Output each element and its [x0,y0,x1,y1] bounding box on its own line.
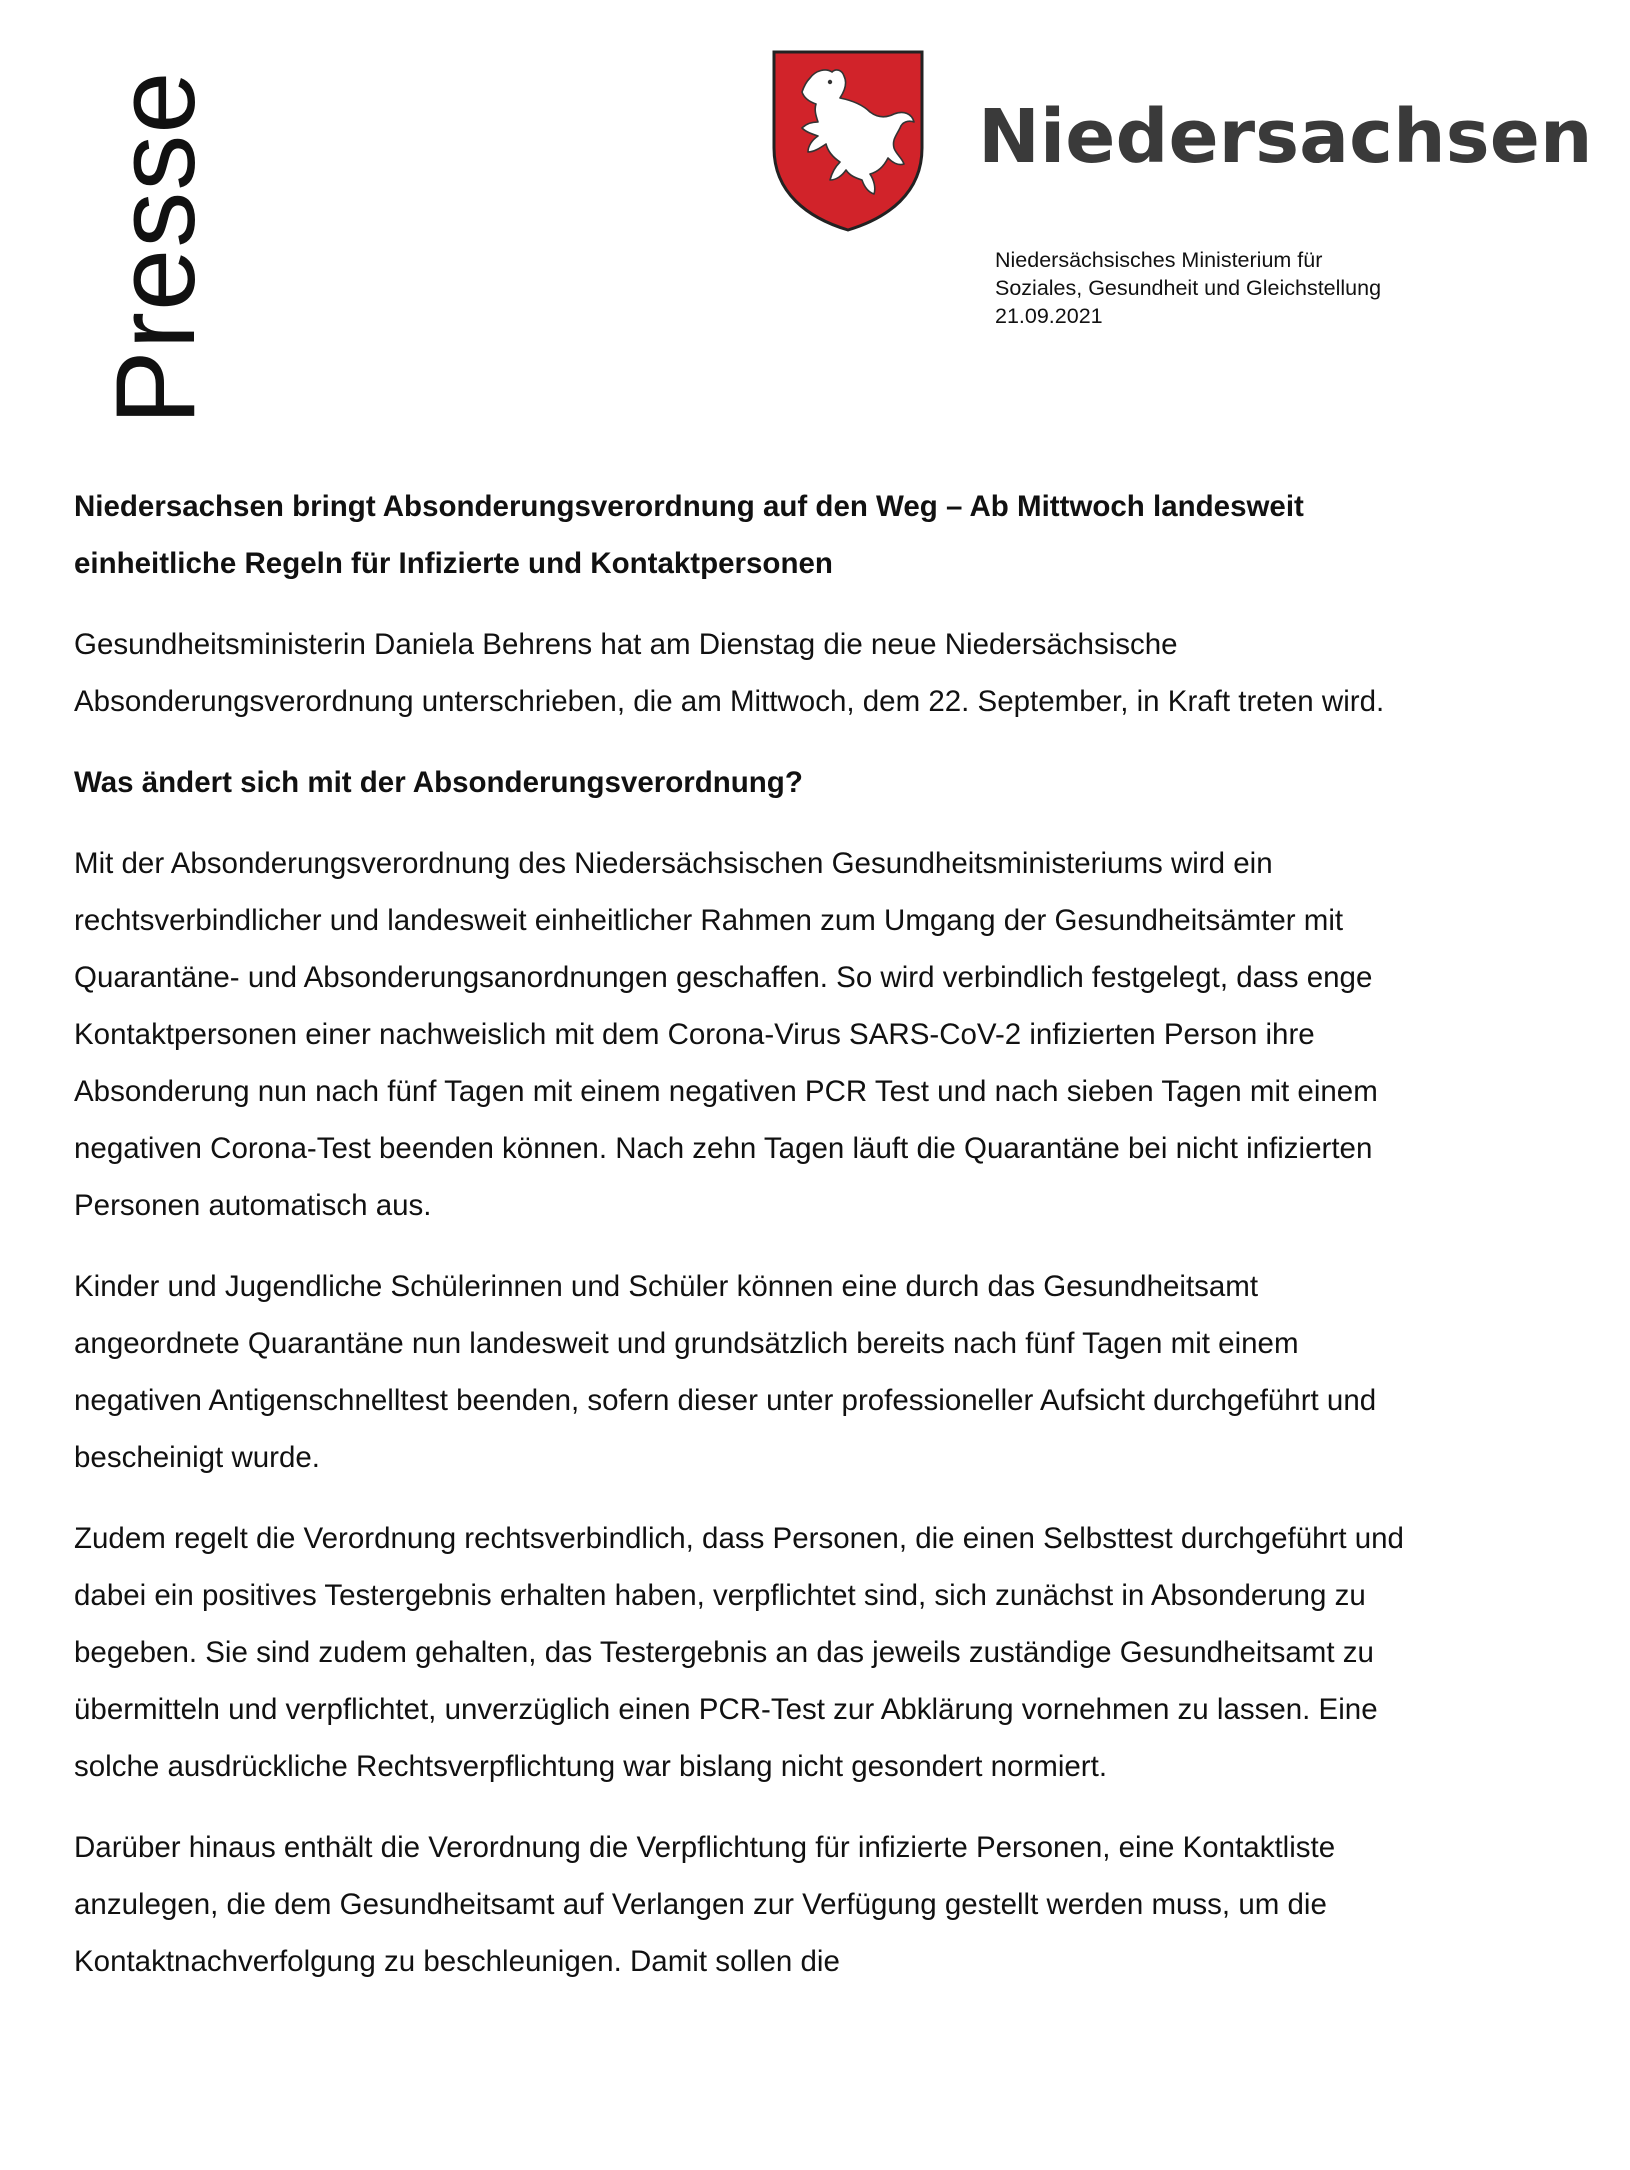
article-subheading: Was ändert sich mit der Absonderungsverordnung? [74,766,803,799]
ministry-line-1: Niedersächsisches Ministerium für [995,248,1323,272]
niedersachsen-logo [770,48,1593,233]
press-release-date: 21.09.2021 [995,304,1103,328]
article-headline: Niedersachsen bringt Absonderungsverordnung auf den Weg – Ab Mittwoch landesweit einheitliche Regeln für Infizierte und Kontaktpersonen [74,490,1304,580]
coat-of-arms-icon [770,48,926,233]
brand-name: Niedersachsen [978,94,1593,180]
article-paragraph: Mit der Absonderungsverordnung des Niedersächsischen Gesundheitsministeriums wird ein rechtsverbindlicher und landesweit einheitlicher Rahmen zum Umgang der Gesundheitsämter mit Quarantäne- und Absonderungsanordnungen geschaffen. So wird verbindlich festgelegt, dass enge Kontaktpersonen einer nachweislich mit dem Corona-Virus SARS-CoV-2 infizierten Person ihre Absonderung nun nach fünf Tagen mit einem negativen PCR Test und nach sieben Tagen mit einem negativen Corona-Test beenden können. Nach zehn Tagen läuft die Quarantäne bei nicht infizierten Personen automatisch aus. [74,847,1378,1222]
ministry-info [995,246,1381,330]
article-paragraph: Kinder und Jugendliche Schülerinnen und Schüler können eine durch das Gesundheitsamt angeordnete Quarantäne nun landesweit und grundsätzlich bereits nach fünf Tagen mit einem negativen Antigenschnelltest beenden, sofern dieser unter professioneller Aufsicht durchgeführt und bescheinigt wurde. [74,1270,1377,1474]
article-paragraph: Zudem regelt die Verordnung rechtsverbindlich, dass Personen, die einen Selbsttest durchgeführt und dabei ein positives Testergebnis erhalten haben, verpflichtet sind, sich zunächst in Absonderung zu begeben. Sie sind zudem gehalten, das Testergebnis an das jeweils zuständige Gesundheitsamt zu übermitteln und verpflichtet, unverzüglich einen PCR-Test zur Abklärung vornehmen zu lassen. Eine solche ausdrückliche Rechtsverpflichtung war bislang nicht gesondert normiert. [74,1522,1404,1783]
ministry-line-2: Soziales, Gesundheit und Gleichstellung [995,276,1382,300]
article-intro: Gesundheitsministerin Daniela Behrens hat am Dienstag die neue Niedersächsische Absonderungsverordnung unterschrieben, die am Mittwoch, dem 22. September, in Kraft treten wird. [74,628,1385,718]
article-paragraph: Darüber hinaus enthält die Verordnung die Verpflichtung für infizierte Personen, eine Kontaktliste anzulegen, die dem Gesundheitsamt auf Verlangen zur Verfügung gestellt werden muss, um die Kontaktnachverfolgung zu beschleunigen. Damit sollen die [74,1831,1336,1978]
presse-vertical-label: Presse [93,70,218,425]
article-body [74,478,1414,2014]
